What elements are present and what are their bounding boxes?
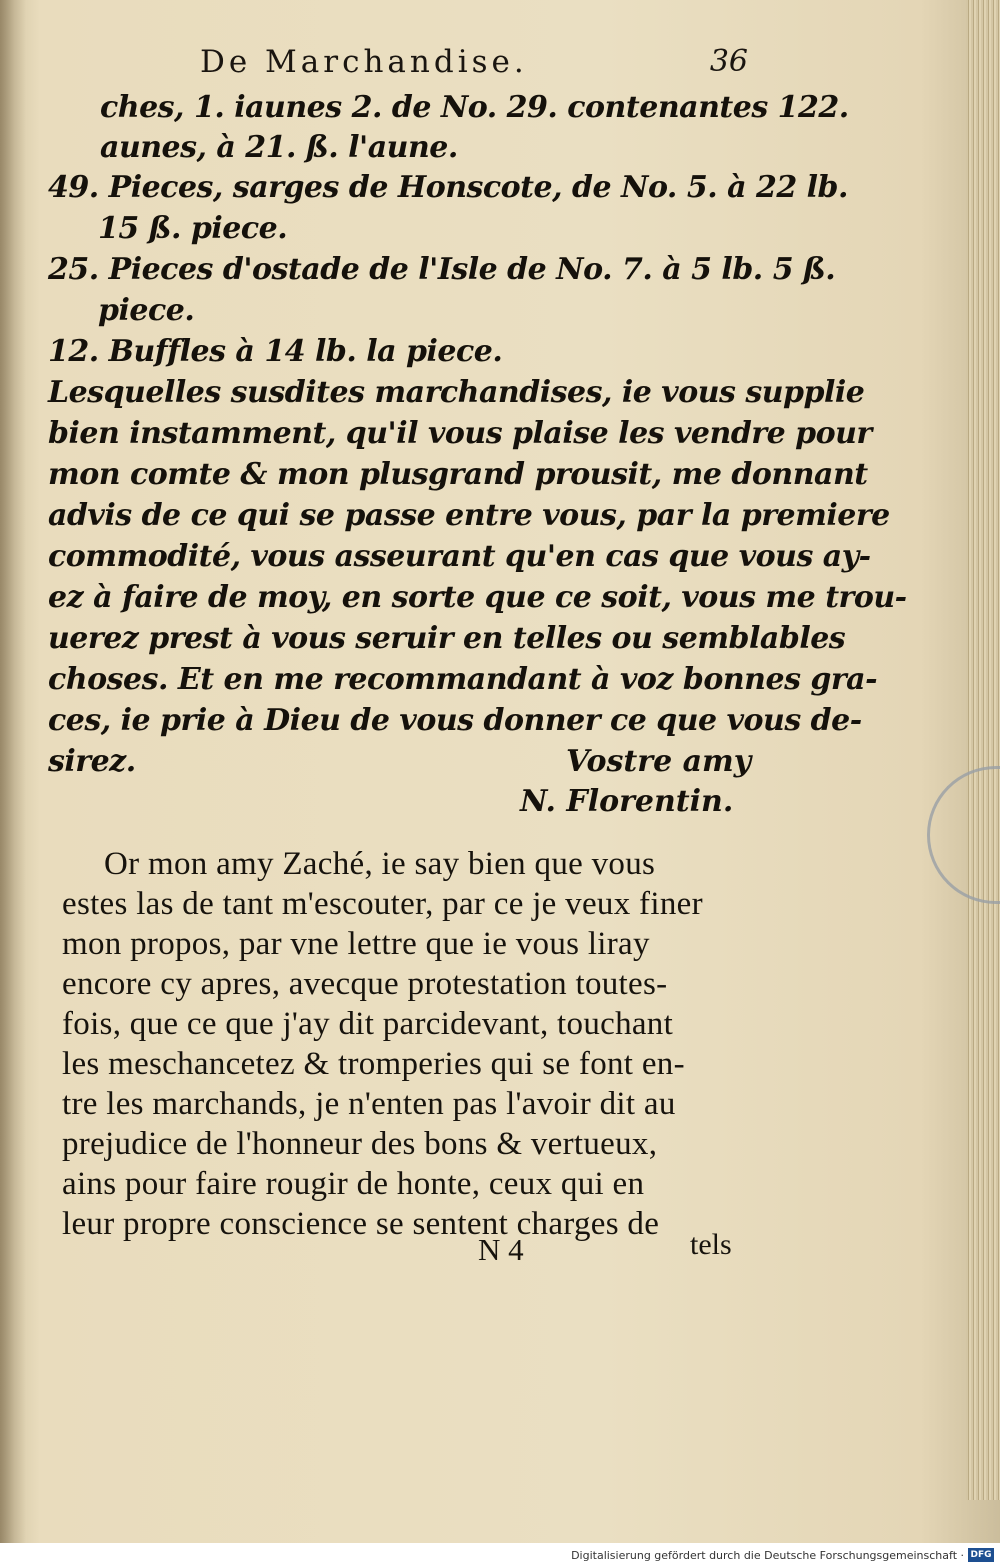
text-line: Or mon amy Zaché, ie say bien que vous: [104, 846, 656, 882]
spine-shadow: [0, 0, 26, 1565]
text-line: bien instamment, qu'il vous plaise les vendre pour: [48, 416, 872, 451]
text-line: les meschancetez & tromperies qui se font en-: [62, 1046, 685, 1082]
text-line: ez à faire de moy, en sorte que ce soit, vous me trou-: [48, 580, 907, 615]
paper-clip: [927, 766, 1000, 904]
credit-bar: [0, 1543, 1000, 1565]
catchword: tels: [690, 1228, 732, 1261]
text-line: 12. Buffles à 14 lb. la piece.: [48, 334, 503, 369]
text-line: advis de ce qui se passe entre vous, par la premiere: [48, 498, 890, 533]
text-line: commodité, vous asseurant qu'en cas que vous ay-: [48, 539, 871, 574]
text-line: piece.: [98, 293, 195, 328]
text-line: estes las de tant m'escouter, par ce je veux finer: [62, 886, 703, 922]
page-header: [200, 44, 760, 88]
text-line: 15 ß. piece.: [98, 211, 288, 246]
text-line: sirez.: [48, 744, 136, 779]
text-line: ces, ie prie à Dieu de vous donner ce que vous de-: [48, 703, 862, 738]
text-line: mon comte & mon plusgrand prousit, me donnant: [48, 457, 868, 492]
text-line: ains pour faire rougir de honte, ceux qui en: [62, 1166, 645, 1202]
text-line: aunes, à 21. ß. l'aune.: [100, 130, 458, 165]
text-line: mon propos, par vne lettre que ie vous liray: [62, 926, 650, 962]
page-edges: [966, 0, 1000, 1500]
text-line: prejudice de l'honneur des bons & vertueux,: [62, 1126, 658, 1162]
text-line: encore cy apres, avecque protestation toutes-: [62, 966, 668, 1002]
credit-text: Digitalisierung gefördert durch die Deutsche Forschungsgemeinschaft ·: [571, 1549, 964, 1562]
dfg-logo: DFG: [968, 1548, 994, 1562]
text-line: choses. Et en me recommandant à voz bonnes gra-: [48, 662, 878, 697]
letter-salutation: Vostre amy: [566, 744, 752, 779]
text-line: tre les marchands, je n'enten pas l'avoir dit au: [62, 1086, 676, 1122]
page-number: 36: [709, 44, 748, 79]
text-line: Lesquelles susdites marchandises, ie vous supplie: [48, 375, 865, 410]
signature-mark: N 4: [478, 1232, 524, 1267]
text-line: fois, que ce que j'ay dit parcidevant, touchant: [62, 1006, 674, 1042]
text-line: 25. Pieces d'ostade de l'Isle de No. 7. à 5 lb. 5 ß.: [48, 252, 836, 287]
text-line: ches, 1. iaunes 2. de No. 29. contenantes 122.: [100, 90, 849, 125]
running-title: De Marchandise.: [200, 44, 528, 80]
text-line: leur propre conscience se sentent charges de: [62, 1206, 660, 1242]
text-line: uerez prest à vous seruir en telles ou semblables: [48, 621, 846, 656]
text-line: 49. Pieces, sarges de Honscote, de No. 5. à 22 lb.: [48, 170, 848, 205]
letter-signature: N. Florentin.: [520, 784, 734, 819]
